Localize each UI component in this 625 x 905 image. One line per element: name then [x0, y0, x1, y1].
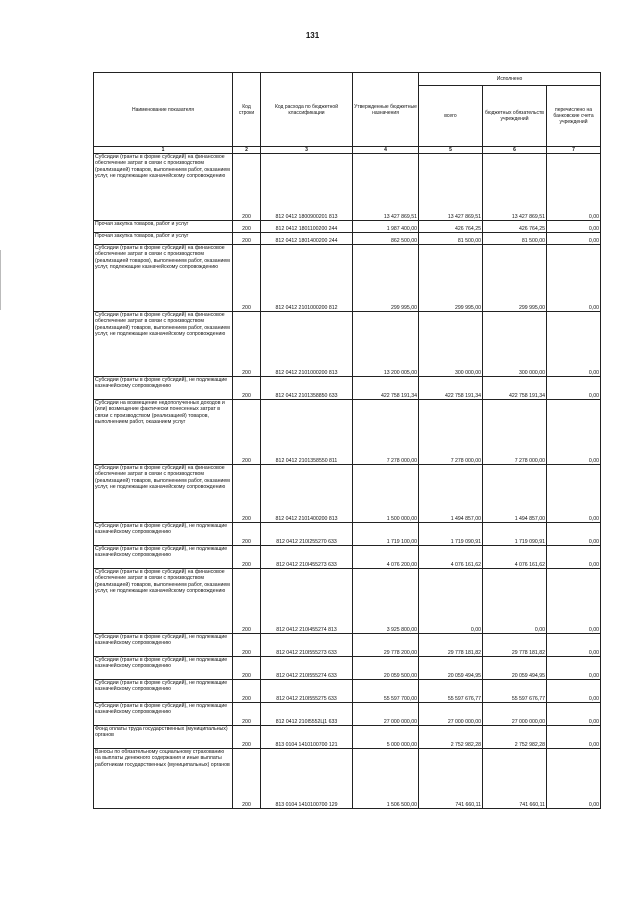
table-row — [94, 221, 601, 233]
row-transferred-cell: 0,00 — [547, 523, 601, 546]
row-name-cell: Субсидии (гранты в форме субсидий), не подлежащие казначейскому сопровождению — [94, 657, 233, 680]
row-transferred-cell: 0,00 — [547, 703, 601, 726]
row-budget-code-cell: 813 0104 1410100700 121 — [261, 726, 353, 749]
row-approved-cell: 7 278 000,00 — [353, 400, 419, 465]
row-executed-total-cell: 13 427 869,51 — [419, 154, 483, 221]
row-budget-code-cell: 812 0412 210I555273 633 — [261, 634, 353, 657]
row-name-cell: Субсидии (гранты в форме субсидий) на финансовое обеспечение затрат в связи с производством (реализацией) товаров, выполнением работ, оказанием услуг, не подлежащие казначейскому сопровождению — [94, 569, 233, 634]
row-line-code-cell: 200 — [233, 569, 261, 634]
budget-execution-table — [93, 72, 601, 809]
row-executed-total-cell: 422 758 191,34 — [419, 377, 483, 400]
row-approved-cell: 20 059 500,00 — [353, 657, 419, 680]
row-line-code-cell: 200 — [233, 546, 261, 569]
row-name-cell: Фонд оплаты труда государственных (муниципальных) органов — [94, 726, 233, 749]
column-number: 2 — [233, 147, 261, 154]
row-executed-total-cell: 1 719 090,91 — [419, 523, 483, 546]
row-approved-cell: 1 987 400,00 — [353, 221, 419, 233]
row-approved-cell: 4 076 200,00 — [353, 546, 419, 569]
row-line-code-cell: 200 — [233, 377, 261, 400]
row-obligations-cell: 1 494 857,00 — [483, 465, 547, 523]
row-line-code-cell: 200 — [233, 680, 261, 703]
row-name-cell: Прочая закупка товаров, работ и услуг — [94, 221, 233, 233]
table-row — [94, 634, 601, 657]
table-row — [94, 546, 601, 569]
row-transferred-cell: 0,00 — [547, 312, 601, 377]
row-name-cell: Субсидии (гранты в форме субсидий), не подлежащие казначейскому сопровождению — [94, 377, 233, 400]
row-approved-cell: 1 500 000,00 — [353, 465, 419, 523]
row-approved-cell: 5 000 000,00 — [353, 726, 419, 749]
row-name-cell: Субсидии (гранты в форме субсидий), не подлежащие казначейскому сопровождению — [94, 703, 233, 726]
row-executed-total-cell: 2 752 982,28 — [419, 726, 483, 749]
row-budget-code-cell: 813 0104 1410100700 129 — [261, 749, 353, 809]
row-line-code-cell: 200 — [233, 749, 261, 809]
row-name-cell: Субсидии на возмещение недополученных доходов и (или) возмещение фактически понесенных затрат в связи с производством (реализацией) товаров, выполнением работ, оказанием услуг — [94, 400, 233, 465]
column-number: 6 — [483, 147, 547, 154]
row-name-cell: Прочая закупка товаров, работ и услуг — [94, 233, 233, 245]
header-approved: Утвержденные бюджетные назначения — [353, 73, 419, 147]
row-executed-total-cell: 55 597 676,77 — [419, 680, 483, 703]
row-transferred-cell: 0,00 — [547, 726, 601, 749]
header-executed: Исполнено — [419, 73, 601, 86]
row-obligations-cell: 13 427 869,51 — [483, 154, 547, 221]
row-line-code-cell: 200 — [233, 703, 261, 726]
table-body — [94, 154, 601, 809]
row-transferred-cell: 0,00 — [547, 245, 601, 312]
row-obligations-cell: 741 660,11 — [483, 749, 547, 809]
row-approved-cell: 13 200 005,00 — [353, 312, 419, 377]
table-row — [94, 726, 601, 749]
row-name-cell: Субсидии (гранты в форме субсидий) на финансовое обеспечение затрат в связи с производством (реализацией) товаров, выполнением работ, оказанием услуг, не подлежащие казначейскому сопровождению — [94, 312, 233, 377]
row-executed-total-cell: 81 500,00 — [419, 233, 483, 245]
row-obligations-cell: 426 764,25 — [483, 221, 547, 233]
row-obligations-cell: 29 778 181,82 — [483, 634, 547, 657]
row-budget-code-cell: 812 0412 210I455274 813 — [261, 569, 353, 634]
table-row — [94, 680, 601, 703]
row-executed-total-cell: 300 000,00 — [419, 312, 483, 377]
row-line-code-cell: 200 — [233, 657, 261, 680]
row-name-cell: Взносы по обязательному социальному страхованию на выплаты денежного содержания и иные выплаты работникам государственных (муниципальных) органов — [94, 749, 233, 809]
row-line-code-cell: 200 — [233, 154, 261, 221]
row-name-cell: Субсидии (гранты в форме субсидий), не подлежащие казначейскому сопровождению — [94, 680, 233, 703]
column-number-row — [94, 147, 601, 154]
row-executed-total-cell: 29 778 181,82 — [419, 634, 483, 657]
row-budget-code-cell: 812 0412 2101400200 813 — [261, 465, 353, 523]
row-transferred-cell: 0,00 — [547, 377, 601, 400]
row-approved-cell: 55 597 700,00 — [353, 680, 419, 703]
row-executed-total-cell: 741 660,11 — [419, 749, 483, 809]
row-approved-cell: 299 995,00 — [353, 245, 419, 312]
row-transferred-cell: 0,00 — [547, 634, 601, 657]
row-approved-cell: 13 427 869,51 — [353, 154, 419, 221]
row-executed-total-cell: 20 059 494,95 — [419, 657, 483, 680]
row-approved-cell: 3 925 800,00 — [353, 569, 419, 634]
table-row — [94, 749, 601, 809]
row-transferred-cell: 0,00 — [547, 154, 601, 221]
row-transferred-cell: 0,00 — [547, 680, 601, 703]
row-line-code-cell: 200 — [233, 726, 261, 749]
row-budget-code-cell: 812 0412 1801400200 244 — [261, 233, 353, 245]
row-approved-cell: 1 719 100,00 — [353, 523, 419, 546]
row-obligations-cell: 81 500,00 — [483, 233, 547, 245]
row-budget-code-cell: 812 0412 2101358850 633 — [261, 377, 353, 400]
table-row — [94, 569, 601, 634]
table-row — [94, 154, 601, 221]
row-approved-cell: 422 758 191,34 — [353, 377, 419, 400]
row-obligations-cell: 300 000,00 — [483, 312, 547, 377]
table-row — [94, 377, 601, 400]
row-line-code-cell: 200 — [233, 523, 261, 546]
header-budget-obligations: бюджетных обязательств учреждений — [483, 86, 547, 147]
row-line-code-cell: 200 — [233, 245, 261, 312]
row-name-cell: Субсидии (гранты в форме субсидий), не подлежащие казначейскому сопровождению — [94, 634, 233, 657]
column-number: 1 — [94, 147, 233, 154]
row-line-code-cell: 200 — [233, 312, 261, 377]
table-row — [94, 400, 601, 465]
row-budget-code-cell: 812 0412 210I5552Ц1 633 — [261, 703, 353, 726]
row-obligations-cell: 299 995,00 — [483, 245, 547, 312]
row-obligations-cell: 422 758 191,34 — [483, 377, 547, 400]
row-transferred-cell: 0,00 — [547, 569, 601, 634]
row-obligations-cell: 2 752 982,28 — [483, 726, 547, 749]
row-name-cell: Субсидии (гранты в форме субсидий) на финансовое обеспечение затрат в связи с производством (реализацией) товаров, выполнением работ, оказанием услуг, не подлежащие казначейскому сопровождению — [94, 465, 233, 523]
row-executed-total-cell: 0,00 — [419, 569, 483, 634]
row-executed-total-cell: 299 995,00 — [419, 245, 483, 312]
row-obligations-cell: 7 278 000,00 — [483, 400, 547, 465]
row-line-code-cell: 200 — [233, 634, 261, 657]
row-budget-code-cell: 812 0412 210I255270 633 — [261, 523, 353, 546]
table-row — [94, 523, 601, 546]
page-number: 131 — [305, 31, 320, 40]
row-approved-cell: 29 778 200,00 — [353, 634, 419, 657]
row-transferred-cell: 0,00 — [547, 465, 601, 523]
row-budget-code-cell: 812 0412 210I555275 633 — [261, 680, 353, 703]
table-row — [94, 312, 601, 377]
row-budget-code-cell: 812 0412 2101358550 811 — [261, 400, 353, 465]
row-name-cell: Субсидии (гранты в форме субсидий) на финансовое обеспечение затрат в связи с производством (реализацией) товаров, выполнением работ, оказанием услуг, не подлежащие казначейскому сопровождению — [94, 154, 233, 221]
row-obligations-cell: 20 059 494,95 — [483, 657, 547, 680]
table-row — [94, 657, 601, 680]
header-transferred: перечислено на банковские счета учреждений — [547, 86, 601, 147]
table-row — [94, 245, 601, 312]
row-line-code-cell: 200 — [233, 233, 261, 245]
column-number: 7 — [547, 147, 601, 154]
row-line-code-cell: 200 — [233, 221, 261, 233]
header-line-code: Код строки — [233, 73, 261, 147]
row-budget-code-cell: 812 0412 210I555274 633 — [261, 657, 353, 680]
row-transferred-cell: 0,00 — [547, 749, 601, 809]
row-executed-total-cell: 426 764,25 — [419, 221, 483, 233]
row-obligations-cell: 27 000 000,00 — [483, 703, 547, 726]
header-total: всего — [419, 86, 483, 147]
table-row — [94, 233, 601, 245]
scan-margin-mark — [0, 250, 3, 310]
row-budget-code-cell: 812 0412 1800900201 813 — [261, 154, 353, 221]
row-executed-total-cell: 4 076 161,62 — [419, 546, 483, 569]
header-name: Наименование показателя — [94, 73, 233, 147]
row-name-cell: Субсидии (гранты в форме субсидий), не подлежащие казначейскому сопровождению — [94, 523, 233, 546]
row-executed-total-cell: 7 278 000,00 — [419, 400, 483, 465]
row-approved-cell: 27 000 000,00 — [353, 703, 419, 726]
row-obligations-cell: 55 597 676,77 — [483, 680, 547, 703]
row-executed-total-cell: 1 494 857,00 — [419, 465, 483, 523]
column-number: 4 — [353, 147, 419, 154]
row-name-cell: Субсидии (гранты в форме субсидий), не подлежащие казначейскому сопровождению — [94, 546, 233, 569]
row-line-code-cell: 200 — [233, 465, 261, 523]
row-name-cell: Субсидии (гранты в форме субсидий) на финансовое обеспечение затрат в связи с производством (реализацией товаров), выполнением работ, оказанием услуг, подлежащие казначейскому сопровождению — [94, 245, 233, 312]
row-budget-code-cell: 812 0412 2101000200 812 — [261, 245, 353, 312]
row-transferred-cell: 0,00 — [547, 221, 601, 233]
row-budget-code-cell: 812 0412 1801100200 244 — [261, 221, 353, 233]
row-budget-code-cell: 812 0412 2101000200 813 — [261, 312, 353, 377]
row-transferred-cell: 0,00 — [547, 657, 601, 680]
row-line-code-cell: 200 — [233, 400, 261, 465]
row-transferred-cell: 0,00 — [547, 546, 601, 569]
row-transferred-cell: 0,00 — [547, 400, 601, 465]
row-budget-code-cell: 812 0412 210I455273 633 — [261, 546, 353, 569]
table-row — [94, 703, 601, 726]
header-budget-code: Код расхода по бюджетной классификации — [261, 73, 353, 147]
row-approved-cell: 862 500,00 — [353, 233, 419, 245]
row-executed-total-cell: 27 000 000,00 — [419, 703, 483, 726]
column-number: 3 — [261, 147, 353, 154]
row-transferred-cell: 0,00 — [547, 233, 601, 245]
row-obligations-cell: 0,00 — [483, 569, 547, 634]
table-row — [94, 465, 601, 523]
column-number: 5 — [419, 147, 483, 154]
row-approved-cell: 1 506 500,00 — [353, 749, 419, 809]
row-obligations-cell: 1 719 090,91 — [483, 523, 547, 546]
row-obligations-cell: 4 076 161,62 — [483, 546, 547, 569]
